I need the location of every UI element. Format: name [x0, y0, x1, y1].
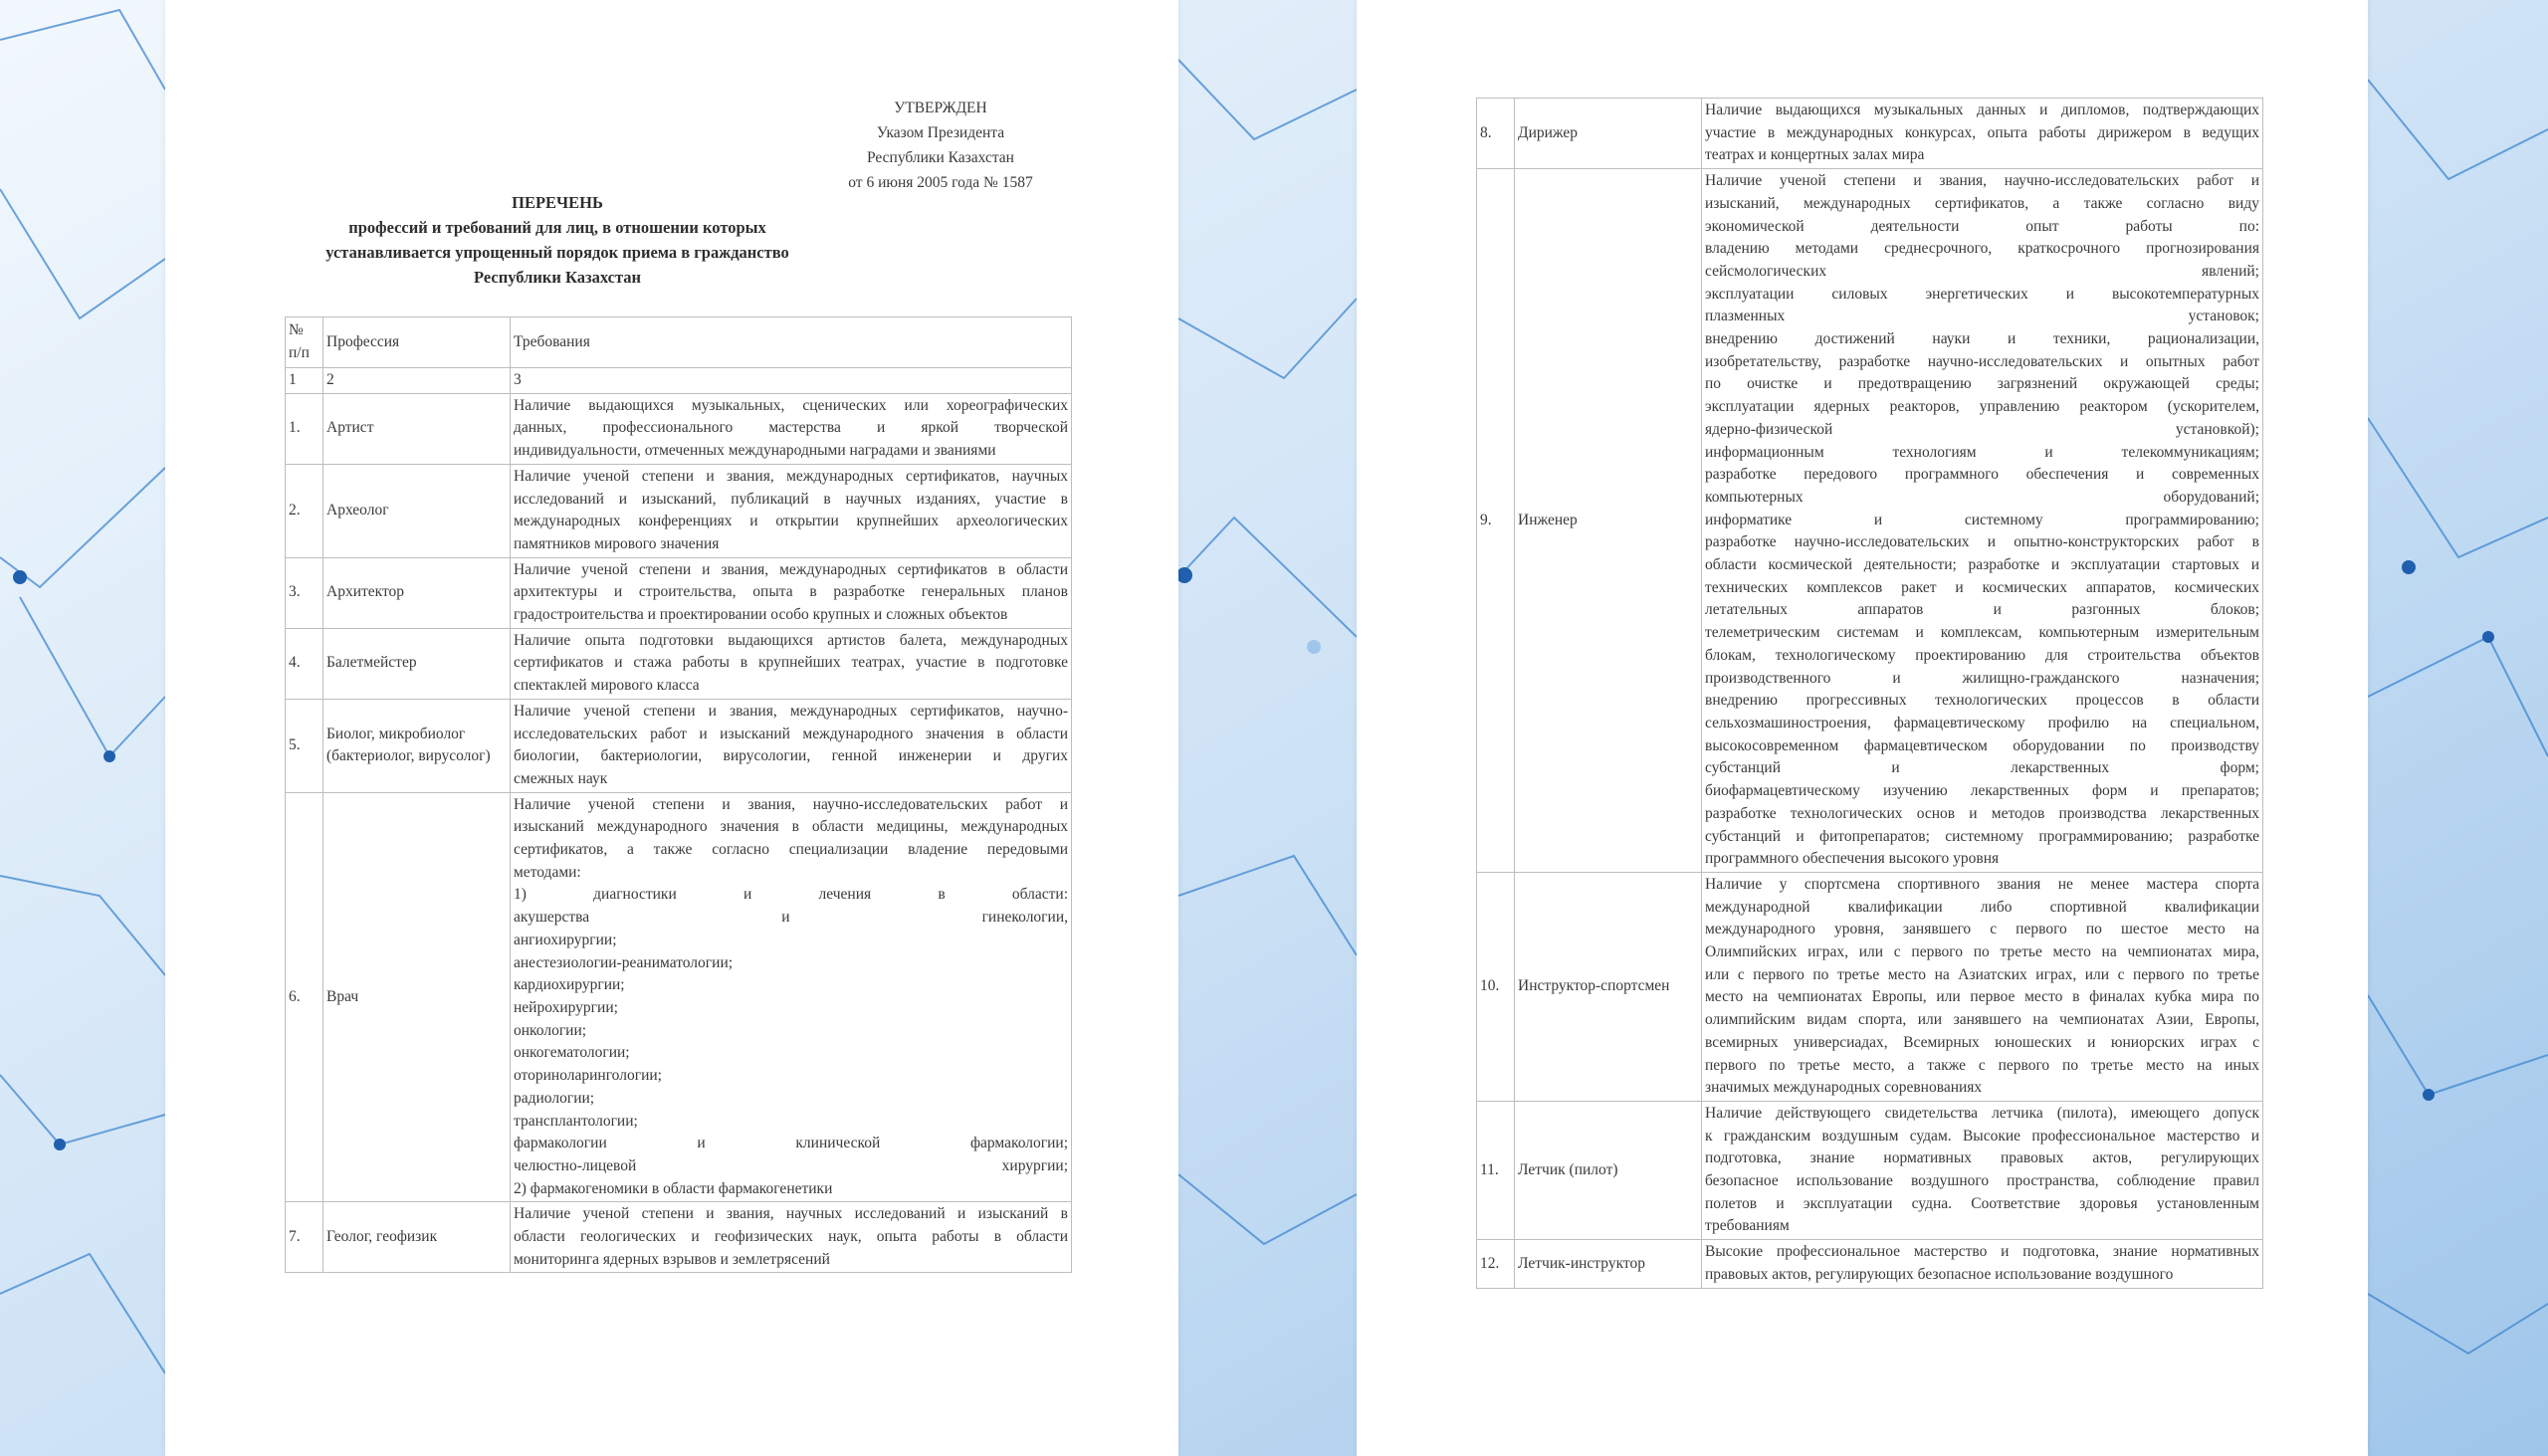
row-profession: Архитектор: [323, 557, 511, 628]
approval-line-4: от 6 июня 2005 года № 1587: [848, 174, 1033, 191]
requirement-line: сейсмологических явлений;: [1705, 262, 2259, 280]
requirement-line: изысканий, международных сертификатов, а также согласно виду: [1705, 194, 2259, 212]
requirement-line: разработке передового программного обеспечения и современных: [1705, 466, 2259, 484]
requirement-line: к гражданским воздушным судам. Высокие профессиональное мастерство и: [1705, 1127, 2259, 1144]
requirement-line: телеметрическим системам и комплексам, компьютерным измерительным: [1705, 624, 2259, 642]
row-number: 11.: [1477, 1101, 1515, 1239]
requirement-line: участие в международных конкурсах, опыта работы дирижером в ведущих: [1705, 123, 2259, 141]
requirement-line: международной квалификации либо спортивной квалификации: [1705, 898, 2259, 916]
row-requirements: [511, 557, 1072, 628]
column-number-2: 2: [323, 368, 511, 394]
requirement-line: сельхозмашиностроения, фармацевтическому профилю на специальном,: [1705, 714, 2259, 731]
table-row: [1477, 99, 2263, 169]
requirement-line: Наличие выдающихся музыкальных данных и дипломов, подтверждающих: [1705, 102, 2259, 118]
requirement-line: спектаклей мирового класса: [514, 677, 700, 695]
requirement-line: памятников мирового значения: [514, 534, 720, 552]
requirement-line: международных конференциях и открытии крупнейших археологических: [514, 513, 1068, 530]
requirement-line: исследовательских работ и изысканий международного значения в области: [514, 725, 1068, 742]
requirement-line: фармакологии и клинической фармакологии;: [514, 1135, 1068, 1152]
requirement-line: разработке технологических основ и методов производства лекарственных: [1705, 804, 2259, 822]
requirement-line: сертификатов, а также согласно специализации владение передовыми: [514, 841, 1068, 859]
row-profession: Дирижер: [1515, 99, 1702, 169]
requirement-line: Наличие у спортсмена спортивного звания не менее мастера спорта: [1705, 875, 2259, 893]
requirement-line: радиологии;: [514, 1089, 595, 1107]
requirement-line: разработке научно-исследовательских и опытно-конструкторских работ в: [1705, 533, 2259, 551]
row-requirements: [1702, 169, 2263, 873]
title-line-4: Республики Казахстан: [473, 268, 642, 287]
requirement-line: нейрохирургии;: [514, 998, 618, 1016]
requirement-line: Наличие ученой степени и звания, научно-исследовательских работ и: [514, 795, 1068, 813]
requirement-line: области космической деятельности; разработке и эксплуатации стартовых и: [1705, 556, 2259, 574]
title-line-1: ПЕРЕЧЕНЬ: [512, 193, 603, 212]
requirement-line: Наличие опыта подготовки выдающихся артистов балета, международных: [514, 631, 1068, 649]
document-title: [259, 190, 856, 290]
requirement-line: акушерства и гинекологии,: [514, 909, 1068, 927]
requirement-line: области геологических и геофизических наук, опыта работы в области: [514, 1228, 1068, 1246]
row-number: 12.: [1477, 1240, 1515, 1288]
requirement-line: Наличие ученой степени и звания, международных сертификатов, научно-: [514, 702, 1068, 720]
requirement-line: данных, профессионального мастерства и яркой творческой: [514, 419, 1068, 437]
row-requirements: [1702, 872, 2263, 1101]
column-number-row: [286, 368, 1072, 394]
row-number: 8.: [1477, 99, 1515, 169]
requirement-line: ядерно-физической установкой);: [1705, 420, 2259, 438]
row-requirements: [511, 393, 1072, 464]
requirement-line: блокам, технологическому проектированию для строительства объектов: [1705, 646, 2259, 664]
table-row: [1477, 1101, 2263, 1239]
row-number: 10.: [1477, 872, 1515, 1101]
requirement-line: значимых международных соревнованиях: [1705, 1079, 1983, 1097]
requirement-line: исследований и изысканий, публикаций в научных изданиях, участие в: [514, 490, 1068, 508]
requirement-line: оториноларингологии;: [514, 1067, 662, 1085]
requirement-line: архитектуры и строительства, опыта в разработке генеральных планов: [514, 583, 1068, 601]
row-number: 5.: [286, 699, 323, 792]
title-line-2: профессий и требований для лиц, в отношении которых: [348, 218, 766, 237]
requirement-line: Высокие профессиональное мастерство и подготовка, знание нормативных: [1705, 1243, 2259, 1261]
requirement-line: ангиохирургии;: [514, 931, 617, 948]
table-row: [1477, 872, 2263, 1101]
requirement-line: Наличие действующего свидетельства летчика (пилота), имеющего допуск: [1705, 1104, 2259, 1122]
requirement-line: биофармацевтическому изучению лекарственных форм и препаратов;: [1705, 782, 2259, 800]
approval-line-3: Республики Казахстан: [867, 149, 1014, 166]
row-profession: Артист: [323, 393, 511, 464]
requirement-line: театрах и концертных залах мира: [1705, 146, 1925, 164]
requirement-line: владению методами среднесрочного, краткосрочного прогнозирования: [1705, 240, 2259, 258]
requirement-line: Наличие ученой степени и звания, международных сертификатов, научных: [514, 467, 1068, 485]
requirement-line: Наличие ученой степени и звания, научно-исследовательских работ и: [1705, 172, 2259, 190]
requirement-line: безопасное использование воздушного пространства, соблюдение правил: [1705, 1172, 2259, 1190]
table-row: [286, 699, 1072, 792]
table-header-row: [286, 317, 1072, 368]
requirement-line: олимпийским видам спорта, или занявшего на чемпионатах Азии, Европы,: [1705, 1011, 2259, 1029]
requirement-line: производственного и жилищно-гражданского назначения;: [1705, 669, 2259, 687]
requirement-line: градостроительства и проектировании особо крупных и сложных объектов: [514, 606, 1008, 624]
requirement-line: внедрению прогрессивных технологических процессов в области: [1705, 692, 2259, 710]
requirement-line: летательных аппаратов и разгонных блоков;: [1705, 601, 2259, 619]
requirement-line: индивидуальности, отмеченных международными наградами и званиями: [514, 442, 996, 460]
header-num: № п/п: [286, 317, 323, 368]
row-number: 3.: [286, 557, 323, 628]
row-number: 6.: [286, 792, 323, 1202]
table-row: [286, 792, 1072, 1202]
table-row: [1477, 1240, 2263, 1288]
row-profession: Летчик (пилот): [1515, 1101, 1702, 1239]
requirement-line: или с первого по третье место на Азиатских играх, или с первого по третье: [1705, 965, 2259, 983]
column-number-3: 3: [511, 368, 1072, 394]
requirement-line: субстанций и лекарственных форм;: [1705, 759, 2259, 777]
row-profession: Летчик-инструктор: [1515, 1240, 1702, 1288]
row-requirements: [511, 699, 1072, 792]
row-profession: Балетмейстер: [323, 628, 511, 699]
requirement-line: Олимпийских играх, или с первого по третье место на чемпионатах мира,: [1705, 943, 2259, 961]
row-requirements: [511, 792, 1072, 1202]
requirement-line: плазменных установок;: [1705, 308, 2259, 325]
requirement-line: Наличие выдающихся музыкальных, сценических или хореографических: [514, 396, 1068, 414]
requirement-line: кардиохирургии;: [514, 976, 625, 994]
requirement-line: анестезиологии-реаниматологии;: [514, 953, 734, 971]
requirement-line: методами:: [514, 863, 581, 881]
row-requirements: [1702, 1240, 2263, 1288]
requirement-line: всемирных универсиадах, Всемирных юношеских и юниорских играх с: [1705, 1033, 2259, 1051]
requirement-line: Наличие ученой степени и звания, научных исследований и изысканий в: [514, 1205, 1068, 1223]
requirement-line: высокосовременном фармацевтическом оборудовании по производству: [1705, 736, 2259, 754]
requirement-line: онкологии;: [514, 1021, 587, 1039]
requirement-line: 1) диагностики и лечения в области:: [514, 886, 1068, 904]
row-profession: Геолог, геофизик: [323, 1202, 511, 1273]
requirement-line: по очистке и предотвращению загрязнений окружающей среды;: [1705, 375, 2259, 393]
requirement-line: место на чемпионатах Европы, или первое место в финалах кубка мира по: [1705, 988, 2259, 1006]
requirement-line: подготовка, знание нормативных правовых актов, регулирующих: [1705, 1149, 2259, 1167]
row-profession: Инструктор-спортсмен: [1515, 872, 1702, 1101]
header-requirements: Требования: [511, 317, 1072, 368]
requirement-line: трансплантологии;: [514, 1112, 638, 1130]
title-line-3: устанавливается упрощенный порядок приема в гражданство: [325, 243, 789, 262]
professions-table-right: [1476, 98, 2263, 1289]
requirement-line: экономической деятельности опыт работы по:: [1705, 217, 2259, 235]
table-row: [286, 1202, 1072, 1273]
requirement-line: технических комплексов ракет и космических аппаратов, космических: [1705, 578, 2259, 596]
row-profession: Археолог: [323, 464, 511, 557]
column-number-1: 1: [286, 368, 323, 394]
approval-line-2: Указом Президента: [876, 124, 1005, 141]
requirement-line: мониторинга ядерных взрывов и землетрясений: [514, 1250, 830, 1268]
row-requirements: [1702, 99, 2263, 169]
requirement-line: Наличие ученой степени и звания, международных сертификатов в области: [514, 560, 1068, 578]
requirement-line: 2) фармакогеномики в области фармакогенетики: [514, 1179, 833, 1197]
requirement-line: требованиям: [1705, 1217, 1790, 1235]
approval-line-1: УТВЕРЖДЕН: [894, 100, 987, 116]
row-profession: Биолог, микробиолог (бактериолог, вирусолог): [323, 699, 511, 792]
requirement-line: правовых актов, регулирующих безопасное использование воздушного: [1705, 1265, 2174, 1283]
requirement-line: информационным технологиям и телекоммуникациям;: [1705, 443, 2259, 461]
row-number: 1.: [286, 393, 323, 464]
requirement-line: эксплуатации ядерных реакторов, управлению реактором (ускорителем,: [1705, 398, 2259, 416]
row-number: 2.: [286, 464, 323, 557]
requirement-line: онкогематологии;: [514, 1044, 630, 1062]
table-row: [286, 464, 1072, 557]
row-profession: Врач: [323, 792, 511, 1202]
table-row: [286, 628, 1072, 699]
header-profession: Профессия: [323, 317, 511, 368]
requirement-line: информатике и системному программированию;: [1705, 511, 2259, 528]
professions-table-left: [285, 316, 1072, 1273]
approval-stamp-block: [816, 96, 1065, 195]
row-number: 9.: [1477, 169, 1515, 873]
requirement-line: биологии, бактериологии, вирусологии, генной инженерии и других: [514, 747, 1068, 765]
row-number: 4.: [286, 628, 323, 699]
requirement-line: внедрению достижений науки и техники, рационализации,: [1705, 330, 2259, 348]
requirement-line: полетов и эксплуатации судна. Соответствие здоровья установленным: [1705, 1194, 2259, 1212]
requirement-line: сертификатов и стажа работы в крупнейших театрах, участие в подготовке: [514, 654, 1068, 672]
table-row: [286, 557, 1072, 628]
row-requirements: [511, 628, 1072, 699]
row-profession: Инженер: [1515, 169, 1702, 873]
table-row: [286, 393, 1072, 464]
row-requirements: [511, 464, 1072, 557]
requirement-line: челюстно-лицевой хирургии;: [514, 1156, 1068, 1174]
requirement-line: международного уровня, занявшего с первого по шестое место на: [1705, 921, 2259, 938]
requirement-line: изобретательству, разработке научно-исследовательских и опытных работ: [1705, 352, 2259, 370]
requirement-line: субстанций и фитопрепаратов; системному программированию; разработке: [1705, 827, 2259, 845]
requirement-line: первого по третье место, а также с первого по третье место на иных: [1705, 1056, 2259, 1074]
requirement-line: смежных наук: [514, 769, 608, 787]
row-requirements: [1702, 1101, 2263, 1239]
requirement-line: изысканий международного значения в области медицины, международных: [514, 818, 1068, 836]
requirement-line: компьютерных оборудований;: [1705, 488, 2259, 506]
table-row: [1477, 169, 2263, 873]
row-requirements: [511, 1202, 1072, 1273]
requirement-line: программного обеспечения высокого уровня: [1705, 850, 2000, 868]
requirement-line: эксплуатации силовых энергетических и высокотемпературных: [1705, 285, 2259, 303]
row-number: 7.: [286, 1202, 323, 1273]
